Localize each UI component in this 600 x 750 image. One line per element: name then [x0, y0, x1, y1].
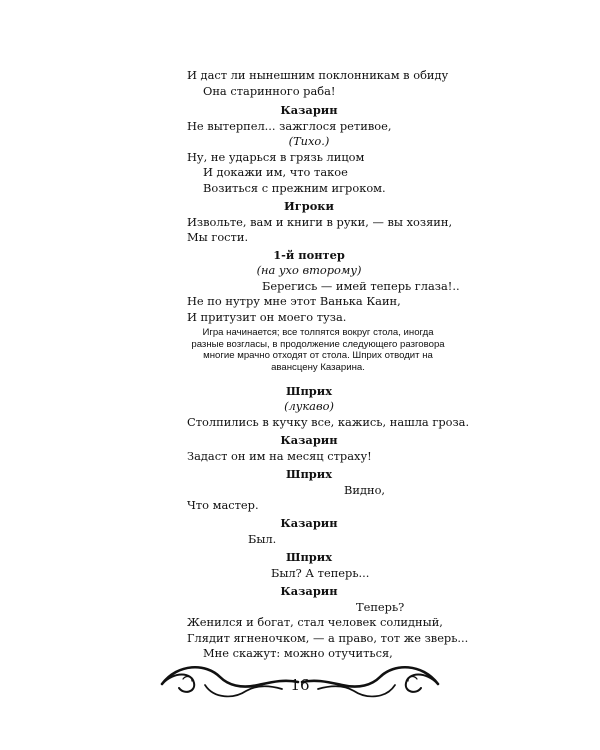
speaker-name: 1-й понтер — [273, 248, 345, 262]
speaker-name: Казарин — [280, 103, 338, 117]
speaker-name: Игроки — [284, 199, 334, 213]
verse-line: Столпились в кучку все, кажись, нашла гроза. — [187, 415, 470, 429]
verse-line: И даст ли нынешним поклонникам в обиду — [187, 68, 449, 82]
speaker-name: Шприх — [286, 550, 332, 564]
verse-line: Извольте, вам и книги в руки, — вы хозяин, — [187, 215, 453, 229]
page-number: 16 — [290, 676, 310, 694]
verse-line: И притузит он моего туза. — [187, 310, 347, 324]
verse-line: Женился и богат, стал человек солидный, — [187, 615, 443, 629]
verse-line: Был. — [248, 532, 277, 546]
speaker-name: Шприх — [286, 467, 332, 481]
stage-remark: (на ухо второму) — [256, 263, 362, 277]
verse-line: Не вытерпел... зажглося ретивое, — [187, 119, 392, 133]
speaker-name: Казарин — [280, 433, 338, 447]
verse-line: Мне скажут: можно отучиться, — [203, 646, 393, 660]
stage-remark: (Тихо.) — [288, 134, 330, 148]
stage-direction: Игра начинается; все толпятся вокруг стола, иногда разные возгласы, в продолжение следующего разговора многие мрачно отходят от стола. Шприх отводит на авансцену Казарина. — [191, 327, 445, 373]
speaker-name: Казарин — [280, 516, 338, 530]
verse-line: И докажи им, что такое — [203, 165, 348, 179]
verse-line: Возиться с прежним игроком. — [203, 181, 386, 195]
verse-line: Видно, — [344, 483, 386, 497]
verse-line: Ну, не ударься в грязь лицом — [187, 150, 365, 164]
verse-line: Что мастер. — [187, 498, 259, 512]
verse-line: Мы гости. — [187, 230, 249, 244]
verse-line: Теперь? — [356, 600, 405, 614]
speaker-name: Казарин — [280, 584, 338, 598]
verse-line: Берегись — имей теперь глаза!.. — [262, 279, 460, 293]
speaker-name: Шприх — [286, 384, 332, 398]
verse-line: Был? А теперь... — [271, 566, 370, 580]
stage-remark: (лукаво) — [284, 399, 334, 413]
verse-line: Она старинного раба! — [203, 84, 336, 98]
verse-line: Задаст он им на месяц страху! — [187, 449, 372, 463]
verse-line: Глядит ягненочком, — а право, тот же зверь... — [187, 631, 469, 645]
verse-line: Не по нутру мне этот Ванька Каин, — [187, 294, 401, 308]
